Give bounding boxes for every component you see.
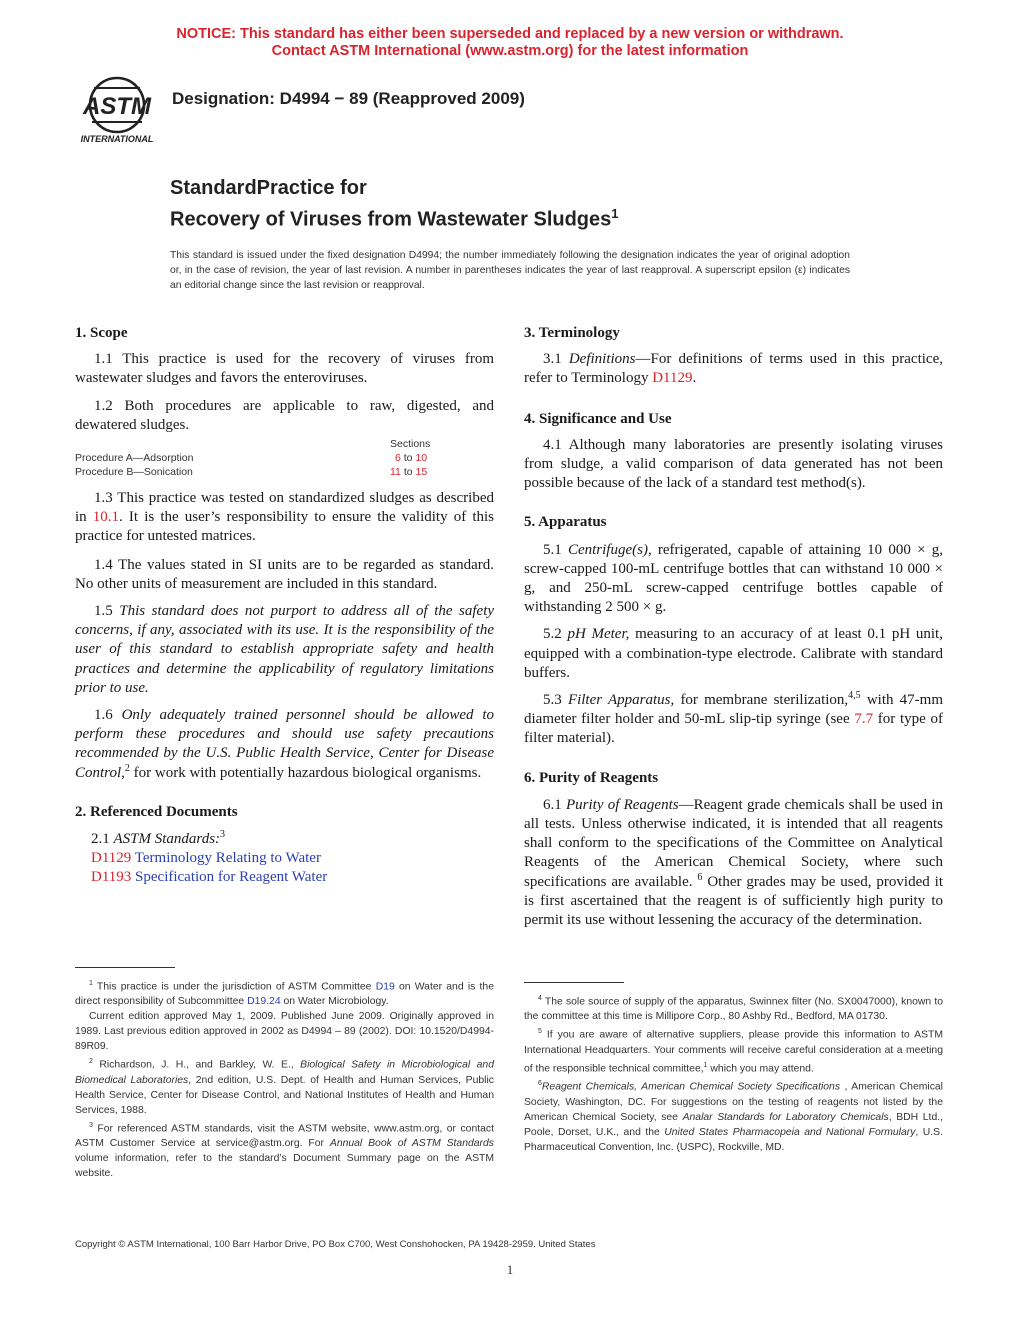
para-1-6 bbox=[75, 706, 494, 783]
refdoc-item-d1193[interactable] bbox=[91, 868, 494, 887]
footnote-2-a: Richardson, J. H., and Barkley, W. E., bbox=[92, 1059, 301, 1071]
footnote-ref-6[interactable]: 6 bbox=[697, 871, 703, 883]
para-1-6-italic: Only adequately trained personnel should be allowed to perform these procedures and should use safety precautions recommended by the U.S. Public Health Service, Center for Disease Control, bbox=[75, 707, 495, 781]
para-5-3 bbox=[524, 691, 943, 749]
link-7-7[interactable]: 7.7 bbox=[854, 711, 874, 728]
footnote-6-italic-2: Analar Standards for Laboratory Chemicals bbox=[682, 1111, 889, 1123]
para-1-6-num: 1.6 bbox=[94, 707, 122, 724]
para-5-2 bbox=[524, 625, 943, 683]
para-5-1 bbox=[524, 541, 943, 618]
footnote-5 bbox=[524, 1024, 943, 1076]
apparatus-heading: 5. Apparatus bbox=[524, 514, 607, 531]
astm-logo-icon bbox=[74, 74, 160, 146]
page-number: 1 bbox=[506, 1262, 514, 1277]
para-2-1-italic: ASTM Standards: bbox=[113, 831, 221, 848]
para-6-1-italic: Purity of Reagents bbox=[565, 796, 679, 813]
notice-line-2: Contact ASTM International (www.astm.org) for the latest information bbox=[271, 43, 749, 59]
footnote-3 bbox=[75, 1118, 494, 1181]
footnote-rule-right bbox=[524, 982, 624, 983]
para-5-2-text: measuring to an accuracy of at least 0.1 pH unit, equipped with a combination-type electrode. Calibrate with standard buffers. bbox=[524, 626, 943, 681]
document-title bbox=[170, 175, 619, 233]
footnote-ref-3[interactable]: 3 bbox=[220, 829, 226, 841]
procedure-b-to: to bbox=[403, 466, 413, 479]
para-5-2-italic: pH Meter, bbox=[567, 626, 630, 643]
para-5-3-b: with 47-mm diameter filter holder and 50-mL slip-tip syringe (see bbox=[524, 692, 944, 728]
procedure-b-sections bbox=[390, 465, 427, 479]
footnote-1-b: on Water and is the direct responsibility of Subcommittee bbox=[75, 981, 494, 1008]
para-1-5-text: This standard does not purport to address all of the safety concerns, if any, associated with its use. It is the responsibility of the user of this standard to establish appropriate safety and health practices and determine the applicability of regulatory limitations prior to use. bbox=[75, 603, 495, 696]
footnote-4-text: The sole source of supply of the apparatus, Swinnex filter (No. SX0047000), known to the committee at this time is Millipore Corp., 80 Ashby Rd., Bedford, MA 01730. bbox=[524, 996, 943, 1023]
footnote-ref-2[interactable]: 2 bbox=[124, 762, 130, 774]
para-3-1-text: —For definitions of terms used in this practice, refer to Terminology bbox=[524, 351, 943, 387]
footnote-6-italic-3: United States Pharmacopeia and National Formulary bbox=[664, 1126, 916, 1138]
purity-heading: 6. Purity of Reagents bbox=[524, 769, 659, 786]
para-1-5-num: 1.5 bbox=[94, 603, 120, 620]
logo-tagline: INTERNATIONAL bbox=[80, 134, 154, 144]
para-1-4: 1.4 The values stated in SI units are to be regarded as standard. No other units of measurement are included in this standard. bbox=[75, 556, 494, 592]
copyright-line: Copyright © ASTM International, 100 Barr Harbor Drive, PO Box C700, West Conshohocken, PA 19428-2959. United States bbox=[75, 1239, 596, 1250]
footnote-6-b: , BDH Ltd., Poole, Dorset, U.K., and the bbox=[524, 1111, 943, 1138]
title-footnote-ref[interactable]: 1 bbox=[611, 206, 619, 221]
para-5-3-c: for type of filter material). bbox=[524, 711, 943, 747]
para-1-3-a: 1.3 This practice was tested on standardized sludges as described in bbox=[75, 490, 494, 526]
title-line-1: StandardPractice for bbox=[170, 177, 367, 199]
footnote-4-marker: 4 bbox=[538, 995, 542, 1002]
para-1-1: 1.1 This practice is used for the recovery of viruses from wastewater sludges and favors the enteroviruses. bbox=[75, 351, 494, 387]
title-line-2 bbox=[170, 201, 619, 233]
procedure-b-to-link[interactable]: 15 bbox=[415, 466, 428, 479]
astm-logo bbox=[74, 74, 160, 146]
refdoc-title-d1193[interactable]: Specification for Reagent Water bbox=[131, 869, 328, 886]
footnote-2-marker: 2 bbox=[89, 1058, 93, 1066]
footnote-5-ref-1[interactable]: 1 bbox=[703, 1061, 708, 1069]
footnote-rule-left bbox=[75, 967, 175, 968]
refdoc-code-d1129[interactable]: D1129 bbox=[91, 850, 132, 867]
link-subcommittee-d19-24[interactable]: D19.24 bbox=[247, 996, 281, 1008]
procedures-table bbox=[75, 437, 494, 481]
link-10-1[interactable]: 10.1 bbox=[92, 509, 120, 526]
intro-paragraph: This standard is issued under the fixed designation D4994; the number immediately following the designation indicates the year of original adoption or, in the case of revision, the year of last revision. A number in parentheses indicates the year of last reapproval. A superscript epsilon (ε) indicates an editorial change since the last revision or reapproval. bbox=[170, 250, 850, 291]
footnote-5-a: If you are aware of alternative suppliers, please provide this information to ASTM International Headquarters. Your comments will receive careful consideration at a meeting of the responsible technical committee, bbox=[524, 1029, 943, 1075]
footnote-6-marker: 6 bbox=[538, 1080, 542, 1088]
procedure-a-label: Procedure A—Adsorption bbox=[75, 452, 194, 465]
para-6-1-b: Other grades may be used, provided it is first ascertained that the reagent is of sufficiently high purity to permit its use without lessening the accuracy of the determination. bbox=[524, 873, 944, 929]
procedure-b-from-link[interactable]: 11 bbox=[390, 466, 401, 479]
para-1-6-b: for work with potentially hazardous biological organisms. bbox=[129, 764, 482, 781]
para-5-2-num: 5.2 bbox=[543, 626, 568, 643]
footnote-3-a: For referenced ASTM standards, visit the ASTM website, www.astm.org, or contact ASTM Customer Service at service@astm.org. For bbox=[75, 1123, 494, 1150]
para-3-1 bbox=[524, 350, 943, 388]
footnote-4 bbox=[524, 991, 943, 1024]
refdoc-code-d1193[interactable]: D1193 bbox=[91, 869, 132, 886]
link-d1129[interactable]: D1129 bbox=[652, 370, 693, 387]
footnote-6-c: , U.S. Pharmaceutical Convention, Inc. (USPC), Rockville, MD. bbox=[524, 1126, 944, 1153]
para-6-1-num: 6.1 bbox=[543, 796, 566, 813]
para-5-3-num: 5.3 bbox=[543, 692, 568, 709]
para-5-3-a: for membrane sterilization, bbox=[674, 692, 849, 709]
para-5-1-text: refrigerated, capable of attaining 10 000 × g, screw-capped 100-mL centrifuge bottles that can withstand 10 000 × g, and 250-mL screw-capped centrifuge bottles capable of withstanding 2 500 × g. bbox=[524, 541, 943, 616]
footnotes-right bbox=[524, 991, 943, 1155]
footnote-6 bbox=[524, 1076, 943, 1154]
footnote-1-a: This practice is under the jurisdiction of ASTM Committee bbox=[92, 981, 376, 993]
procedure-b-label: Procedure B—Sonication bbox=[75, 466, 193, 479]
para-2-1 bbox=[91, 830, 494, 849]
para-1-2: 1.2 Both procedures are applicable to raw, digested, and dewatered sludges. bbox=[75, 397, 494, 433]
para-1-5 bbox=[75, 602, 494, 698]
para-1-3 bbox=[75, 489, 494, 547]
footnote-2 bbox=[75, 1054, 494, 1117]
scope-heading: 1. Scope bbox=[75, 325, 128, 341]
footnote-3-b: volume information, refer to the standard’s Document Summary page on the ASTM website. bbox=[75, 1153, 494, 1180]
left-column bbox=[75, 324, 494, 888]
footnotes-left bbox=[75, 976, 494, 1181]
para-4-1: 4.1 Although many laboratories are presently isolating viruses from sludge, a valid comparison of data generated has not been possible because of the lack of a standard test method(s). bbox=[524, 436, 943, 492]
para-3-1-italic: Definitions bbox=[568, 351, 636, 368]
footnote-ref-4-5[interactable]: 4,5 bbox=[848, 690, 861, 702]
procedure-a-to-link[interactable]: 10 bbox=[415, 452, 428, 465]
footnote-1-c: on Water Microbiology. bbox=[280, 996, 389, 1008]
link-committee-d19[interactable]: D19 bbox=[375, 981, 395, 993]
procedure-a-to: to bbox=[403, 452, 413, 465]
para-3-1-end: . bbox=[692, 370, 697, 387]
footnote-2-italic: Biological Safety in Microbiological and Biomedical Laboratories bbox=[75, 1059, 494, 1086]
logo-letters: ASTM bbox=[83, 93, 151, 120]
footnote-5-marker: 5 bbox=[538, 1028, 542, 1036]
footnote-1 bbox=[75, 976, 494, 1009]
title-main: Recovery of Viruses from Wastewater Sludges bbox=[170, 208, 612, 231]
footnote-3-italic: Annual Book of ASTM Standards bbox=[329, 1138, 494, 1150]
significance-heading: 4. Significance and Use bbox=[524, 410, 672, 427]
footnote-6-italic-1: Reagent Chemicals, American Chemical Society Specifications bbox=[541, 1081, 841, 1093]
footnote-1-marker: 1 bbox=[89, 980, 93, 987]
para-1-3-b: . It is the user’s responsibility to ensure the validity of this practice for untested matrices. bbox=[75, 509, 494, 545]
procedure-a-from-link[interactable]: 6 bbox=[395, 452, 401, 465]
refdoc-title-d1129[interactable]: Terminology Relating to Water bbox=[131, 850, 321, 867]
para-6-1 bbox=[524, 796, 943, 930]
refdocs-heading: 2. Referenced Documents bbox=[75, 803, 238, 820]
footnote-1-edition: Current edition approved May 1, 2009. Published June 2009. Originally approved in 1989. Last previous edition approved in 2002 as D4994 – 89 (2002). DOI: 10.1520/D4994-89R09. bbox=[75, 1011, 494, 1053]
footnote-3-marker: 3 bbox=[89, 1121, 93, 1129]
refdoc-item-d1129[interactable] bbox=[91, 849, 494, 868]
para-5-3-italic: Filter Apparatus, bbox=[567, 692, 675, 709]
footnote-6-a: , American Chemical Society, Washington, DC. For suggestions on the testing of reagents not listed by the American Chemical Society, see bbox=[524, 1081, 943, 1123]
procedure-a-sections bbox=[395, 451, 427, 465]
footnote-2-b: , 2nd edition, U.S. Dept. of Health and Human Services, Public Health Service, Center for Disease Control, and National Institutes of Health and Human Services, 1988. bbox=[75, 1074, 494, 1116]
refdocs-list bbox=[75, 830, 494, 888]
para-5-1-italic: Centrifuge(s), bbox=[567, 541, 652, 558]
sections-header: Sections bbox=[390, 438, 431, 451]
designation: Designation: D4994 − 89 (Reapproved 2009) bbox=[172, 89, 525, 108]
withdrawal-notice bbox=[0, 26, 1020, 60]
para-5-1-num: 5.1 bbox=[543, 541, 568, 558]
notice-line-1: NOTICE: This standard has either been superseded and replaced by a new version or withdrawn. bbox=[176, 26, 844, 42]
para-6-1-a: —Reagent grade chemicals shall be used in all tests. Unless otherwise indicated, it is intended that all reagents shall conform to the specifications of the Committee on Analytical Reagents of the American Chemical Society, where such specifications are available. bbox=[524, 796, 943, 890]
para-3-1-num: 3.1 bbox=[543, 351, 569, 368]
right-column bbox=[524, 324, 943, 930]
para-2-1-num: 2.1 bbox=[91, 831, 114, 848]
footnote-5-b: which you may attend. bbox=[707, 1063, 814, 1075]
terminology-heading: 3. Terminology bbox=[524, 325, 620, 341]
